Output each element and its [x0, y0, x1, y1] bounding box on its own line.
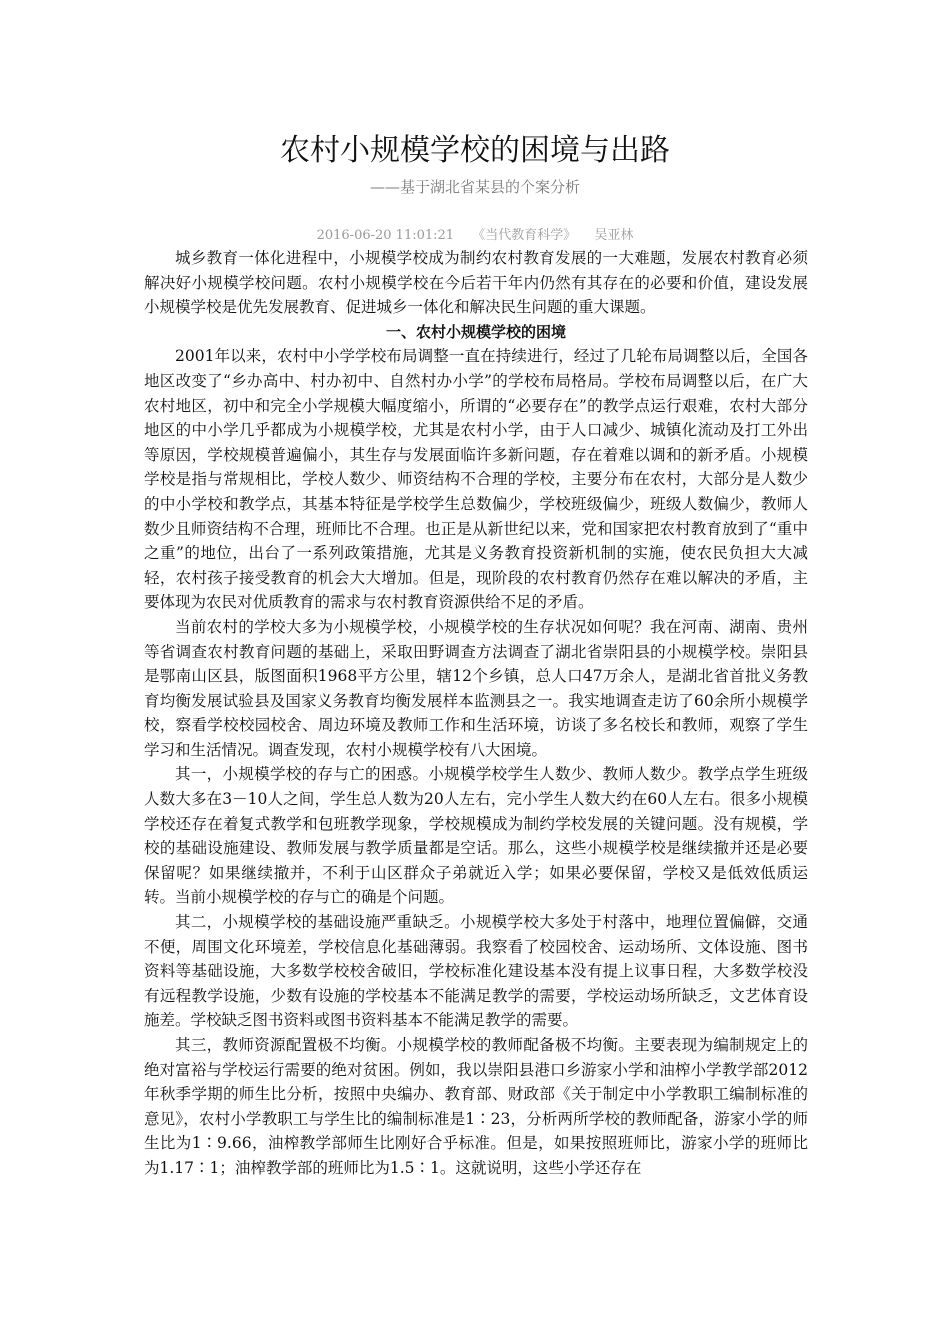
article-meta	[0, 226, 950, 246]
body-paragraph: 其一，小规模学校的存与亡的困惑。小规模学校学生人数少、教师人数少。教学点学生班级人数大多在3－10人之间，学生总人数为20人左右，完小学生人数大约在60人左右。很多小规模学校还存在着复式教学和包班教学现象，学校规模成为制约学校发展的关键问题。没有规模，学校的基础设施建设、教师发展与教学质量都是空话。那么，这些小规模学校是继续撤并还是必要保留呢？如果继续撤并，不利于山区群众子弟就近入学；如果必要保留，学校又是低效低质运转。当前小规模学校的存与亡的确是个问题。	[144, 765, 808, 907]
author-name: 吴亚林	[594, 228, 634, 243]
document-subtitle: ——基于湖北省某县的个案分析	[369, 178, 580, 196]
intro-paragraph: 城乡教育一体化进程中，小规模学校成为制约农村教育发展的一大难题，发展农村教育必须解决好小规模学校问题。农村小规模学校在今后若干年内仍然有其存在的必要和价值，建设发展小规模学校是优先发展教育、促进城乡一体化和解决民生问题的重大课题。	[144, 249, 808, 317]
body-paragraph: 2001年以来，农村中小学学校布局调整一直在持续进行，经过了几轮布局调整以后，全国各地区改变了“乡办高中、村办初中、自然村办小学”的学校布局格局。学校布局调整以后，在广大农村地区，初中和完全小学规模大幅度缩小，所谓的“必要存在”的教学点运行艰难，农村大部分地区的中小学几乎都成为小规模学校，尤其是农村小学，由于人口减少、城镇化流动及打工外出等原因，学校规模普遍偏小，其生存与发展面临许多新问题，存在着难以调和的新矛盾。小规模学校是指与常规相比，学校人数少、师资结构不合理的学校，主要分布在农村，大部分是人数少的中小学校和教学点，其基本特征是学校学生总数偏少，学校班级偏少，班级人数偏少，教师人数少且师资结构不合理，班师比不合理。也正是从新世纪以来，党和国家把农村教育放到了“重中之重”的地位，出台了一系列政策措施，尤其是义务教育投资新机制的实施，使农民负担大大减轻，农村孩子接受教育的机会大大增加。但是，现阶段的农村教育仍然存在难以解决的矛盾，主要体现为农民对优质教育的需求与农村教育资源供给不足的矛盾。	[144, 347, 808, 612]
source-journal: 《当代教育科学》	[472, 228, 577, 243]
body-paragraph: 其三，教师资源配置极不均衡。小规模学校的教师配备极不均衡。主要表现为编制规定上的绝对富裕与学校运行需要的绝对贫困。例如，我以崇阳县港口乡游家小学和油榨小学教学部2012年秋季学期的师生比分析，按照中央编办、教育部、财政部《关于制定中小学教职工编制标准的意见》，农村小学教职工与学生比的编制标准是1∶23，分析两所学校的教师配备，游家小学的师生比为1∶9.66，油榨教学部师生比刚好合乎标准。但是，如果按照班师比，游家小学的班师比为1.17∶1；油榨教学部的班师比为1.5∶1。这就说明，这些小学还存在	[144, 1036, 808, 1177]
body-paragraph: 其二，小规模学校的基础设施严重缺乏。小规模学校大多处于村落中，地理位置偏僻，交通不便，周围文化环境差，学校信息化基础薄弱。我察看了校园校舍、运动场所、文体设施、图书资料等基础设施，大多数学校校舍破旧，学校标准化建设基本没有提上议事日程，大多数学校没有远程教学设施，少数有设施的学校基本不能满足教学的需要，学校运动场所缺乏，文艺体育设施差。学校缺乏图书资料或图书资料基本不能满足教学的需要。	[144, 913, 808, 1030]
document-title: 农村小规模学校的困境与出路	[280, 133, 670, 168]
article-body	[144, 246, 808, 1181]
body-paragraph: 当前农村的学校大多为小规模学校，小规模学校的生存状况如何呢？我在河南、湖南、贵州等省调查农村教育问题的基础上，采取田野调查方法调查了湖北省崇阳县的小规模学校。崇阳县是鄂南山区县，版图面积1968平方公里，辖12个乡镇，总人口47万余人，是湖北省首批义务教育均衡发展试验县及国家义务教育均衡发展样本监测县之一。我实地调查走访了60余所小规模学校，察看学校校园校舍、周边环境及教师工作和生活环境，访谈了多名校长和教师，观察了学生学习和生活情况。调查发现，农村小规模学校有八大困境。	[144, 617, 808, 759]
section-heading: 一、农村小规模学校的困境	[385, 322, 566, 341]
publish-datetime: 2016-06-20 11:01:21	[316, 228, 455, 243]
